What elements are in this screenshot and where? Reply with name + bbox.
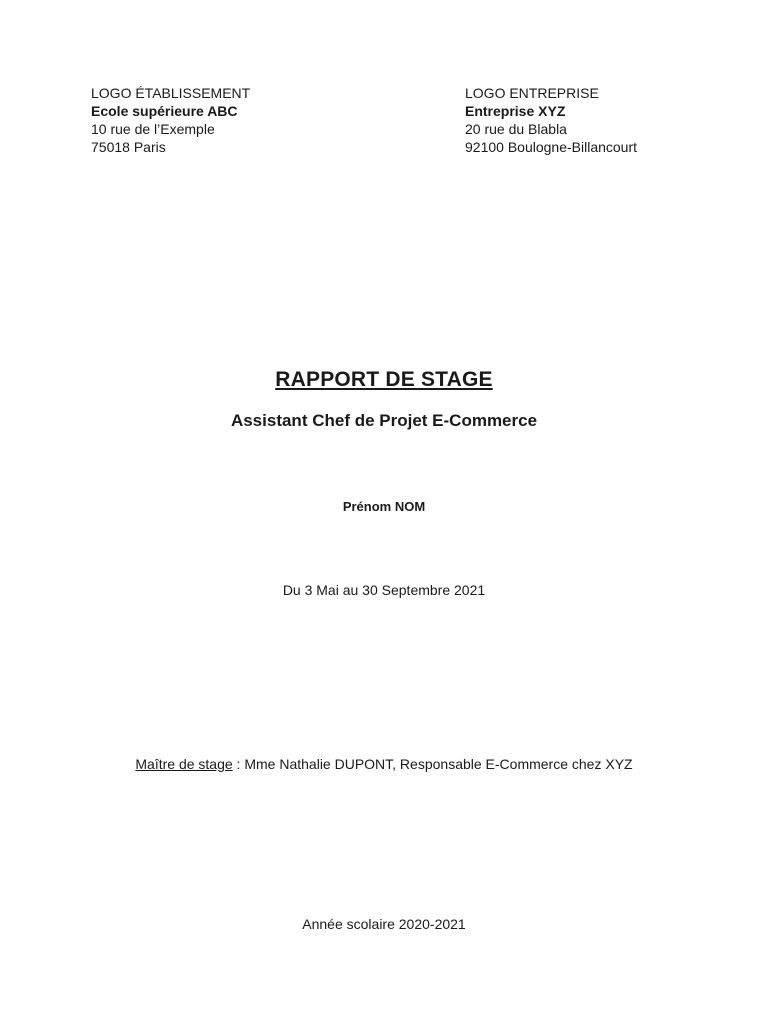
- company-address-city: 92100 Boulogne-Billancourt: [465, 139, 638, 155]
- internship-period: Du 3 Mai au 30 Septembre 2021: [282, 582, 486, 598]
- tutor-separator: :: [232, 756, 245, 772]
- report-title: RAPPORT DE STAGE: [275, 368, 493, 391]
- school-info-block: [91, 84, 250, 156]
- student-name: Prénom NOM: [342, 499, 426, 514]
- school-address-street: 10 rue de l’Exemple: [91, 121, 215, 137]
- company-logo-placeholder: LOGO ENTREPRISE: [465, 85, 599, 101]
- school-address-city: 75018 Paris: [91, 139, 166, 155]
- school-name: Ecole supérieure ABC: [91, 103, 238, 119]
- school-logo-placeholder: LOGO ÉTABLISSEMENT: [91, 85, 251, 101]
- company-name: Entreprise XYZ: [465, 103, 566, 119]
- school-year: Année scolaire 2020-2021: [302, 916, 466, 932]
- company-address-street: 20 rue du Blabla: [465, 121, 567, 137]
- company-info-block: [465, 84, 637, 156]
- tutor-value: Mme Nathalie DUPONT, Responsable E-Commerce chez XYZ: [244, 756, 633, 772]
- tutor-line: [0, 756, 768, 772]
- report-subtitle: Assistant Chef de Projet E-Commerce: [230, 411, 538, 430]
- tutor-label: Maître de stage: [135, 756, 233, 772]
